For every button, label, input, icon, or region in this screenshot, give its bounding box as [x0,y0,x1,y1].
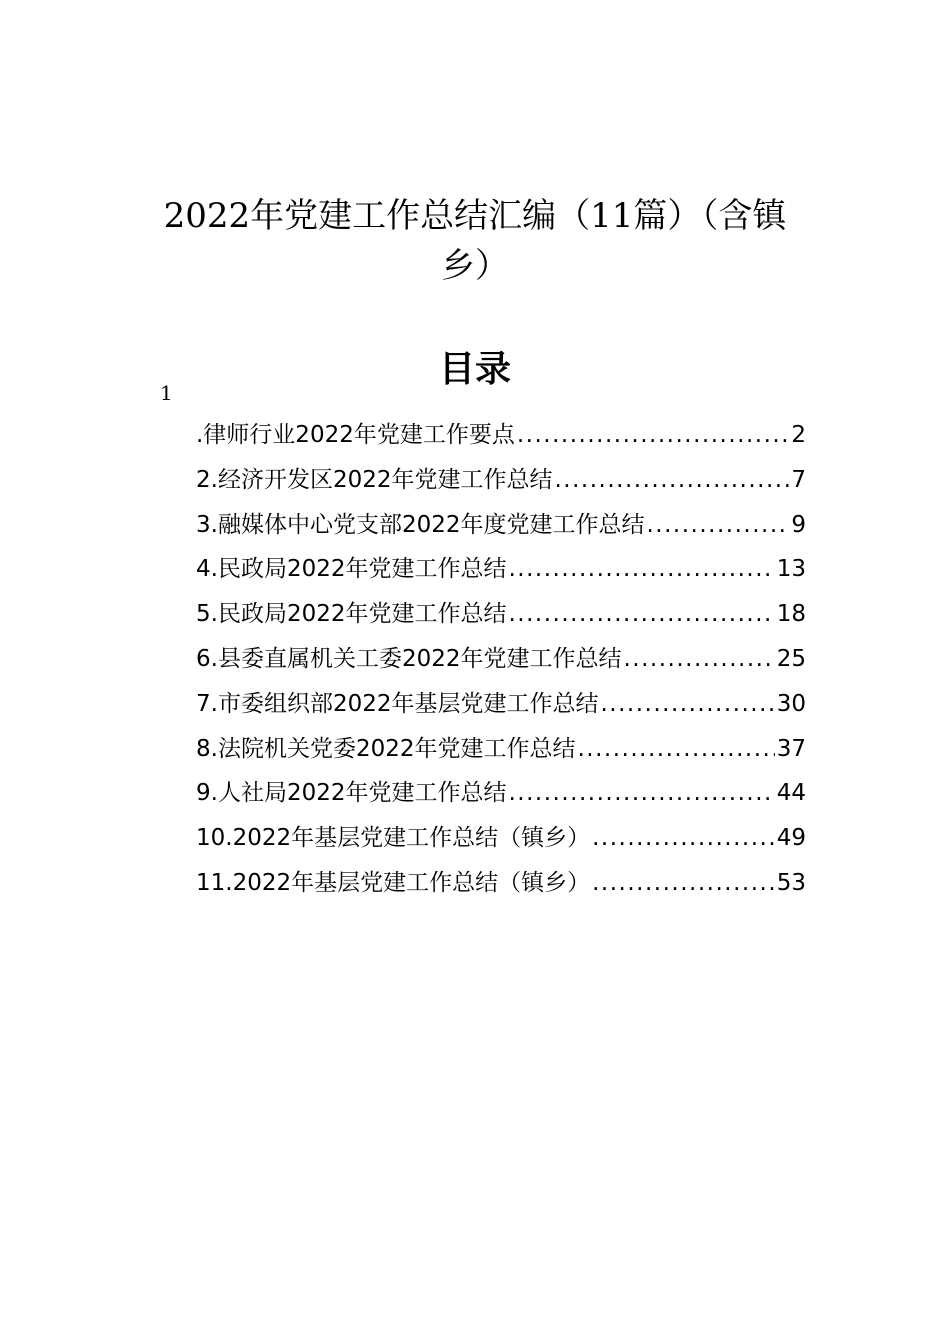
toc-entry[interactable] [196,816,806,861]
stray-page-number: 1 [160,381,173,405]
toc-dot-leader [623,637,774,682]
toc-dot-leader [508,771,774,816]
toc-entry[interactable] [196,727,806,772]
toc-dot-leader [508,592,774,637]
toc-entry-page: 13 [776,556,806,583]
toc-entry[interactable] [196,592,806,637]
toc-entry-page: 2 [791,422,806,448]
toc-dot-leader [592,861,775,906]
toc-entry-label: 9.人社局2022年党建工作总结 [196,780,507,807]
document-title: 2022年党建工作总结汇编（11篇）（含镇乡） [163,195,787,286]
toc-dot-leader [592,816,775,861]
toc-entry-page: 37 [776,735,806,762]
toc-dot-leader [517,413,790,458]
toc-entry-label: 10.2022年基层党建工作总结（镇乡） [196,825,591,852]
toc-entry[interactable] [196,682,806,727]
toc-entry-page: 49 [776,825,806,852]
table-of-contents [196,413,806,906]
toc-entry-page: 9 [791,511,806,538]
toc-entry-label: 4.民政局2022年党建工作总结 [196,556,507,583]
toc-entry[interactable] [196,413,806,458]
toc-dot-leader [508,547,774,592]
toc-heading: 目录 [438,347,511,390]
toc-dot-leader [600,682,774,727]
toc-entry-label: 5.民政局2022年党建工作总结 [196,601,507,628]
toc-entry-page: 30 [776,690,806,717]
toc-entry-label: 7.市委组织部2022年基层党建工作总结 [196,690,599,717]
toc-entry-label: 2.经济开发区2022年党建工作总结 [196,466,553,493]
toc-dot-leader [577,727,774,772]
toc-entry-label: 11.2022年基层党建工作总结（镇乡） [196,869,591,896]
toc-entry[interactable] [196,458,806,503]
toc-entry-page: 7 [791,466,806,493]
toc-entry[interactable] [196,547,806,592]
toc-entry[interactable] [196,503,806,548]
toc-entry-label: .律师行业2022年党建工作要点 [196,422,515,448]
toc-dot-leader [646,503,789,548]
toc-entry-page: 25 [776,645,806,672]
toc-entry[interactable] [196,861,806,906]
toc-entry-label: 6.县委直属机关工委2022年党建工作总结 [196,645,622,672]
toc-entry-label: 8.法院机关党委2022年党建工作总结 [196,735,576,762]
toc-entry-page: 53 [776,869,806,896]
toc-entry-label: 3.融媒体中心党支部2022年度党建工作总结 [196,511,645,538]
toc-entry-page: 44 [776,780,806,807]
toc-entry[interactable] [196,637,806,682]
toc-entry[interactable] [196,771,806,816]
toc-entry-page: 18 [776,601,806,628]
toc-dot-leader [554,458,789,503]
